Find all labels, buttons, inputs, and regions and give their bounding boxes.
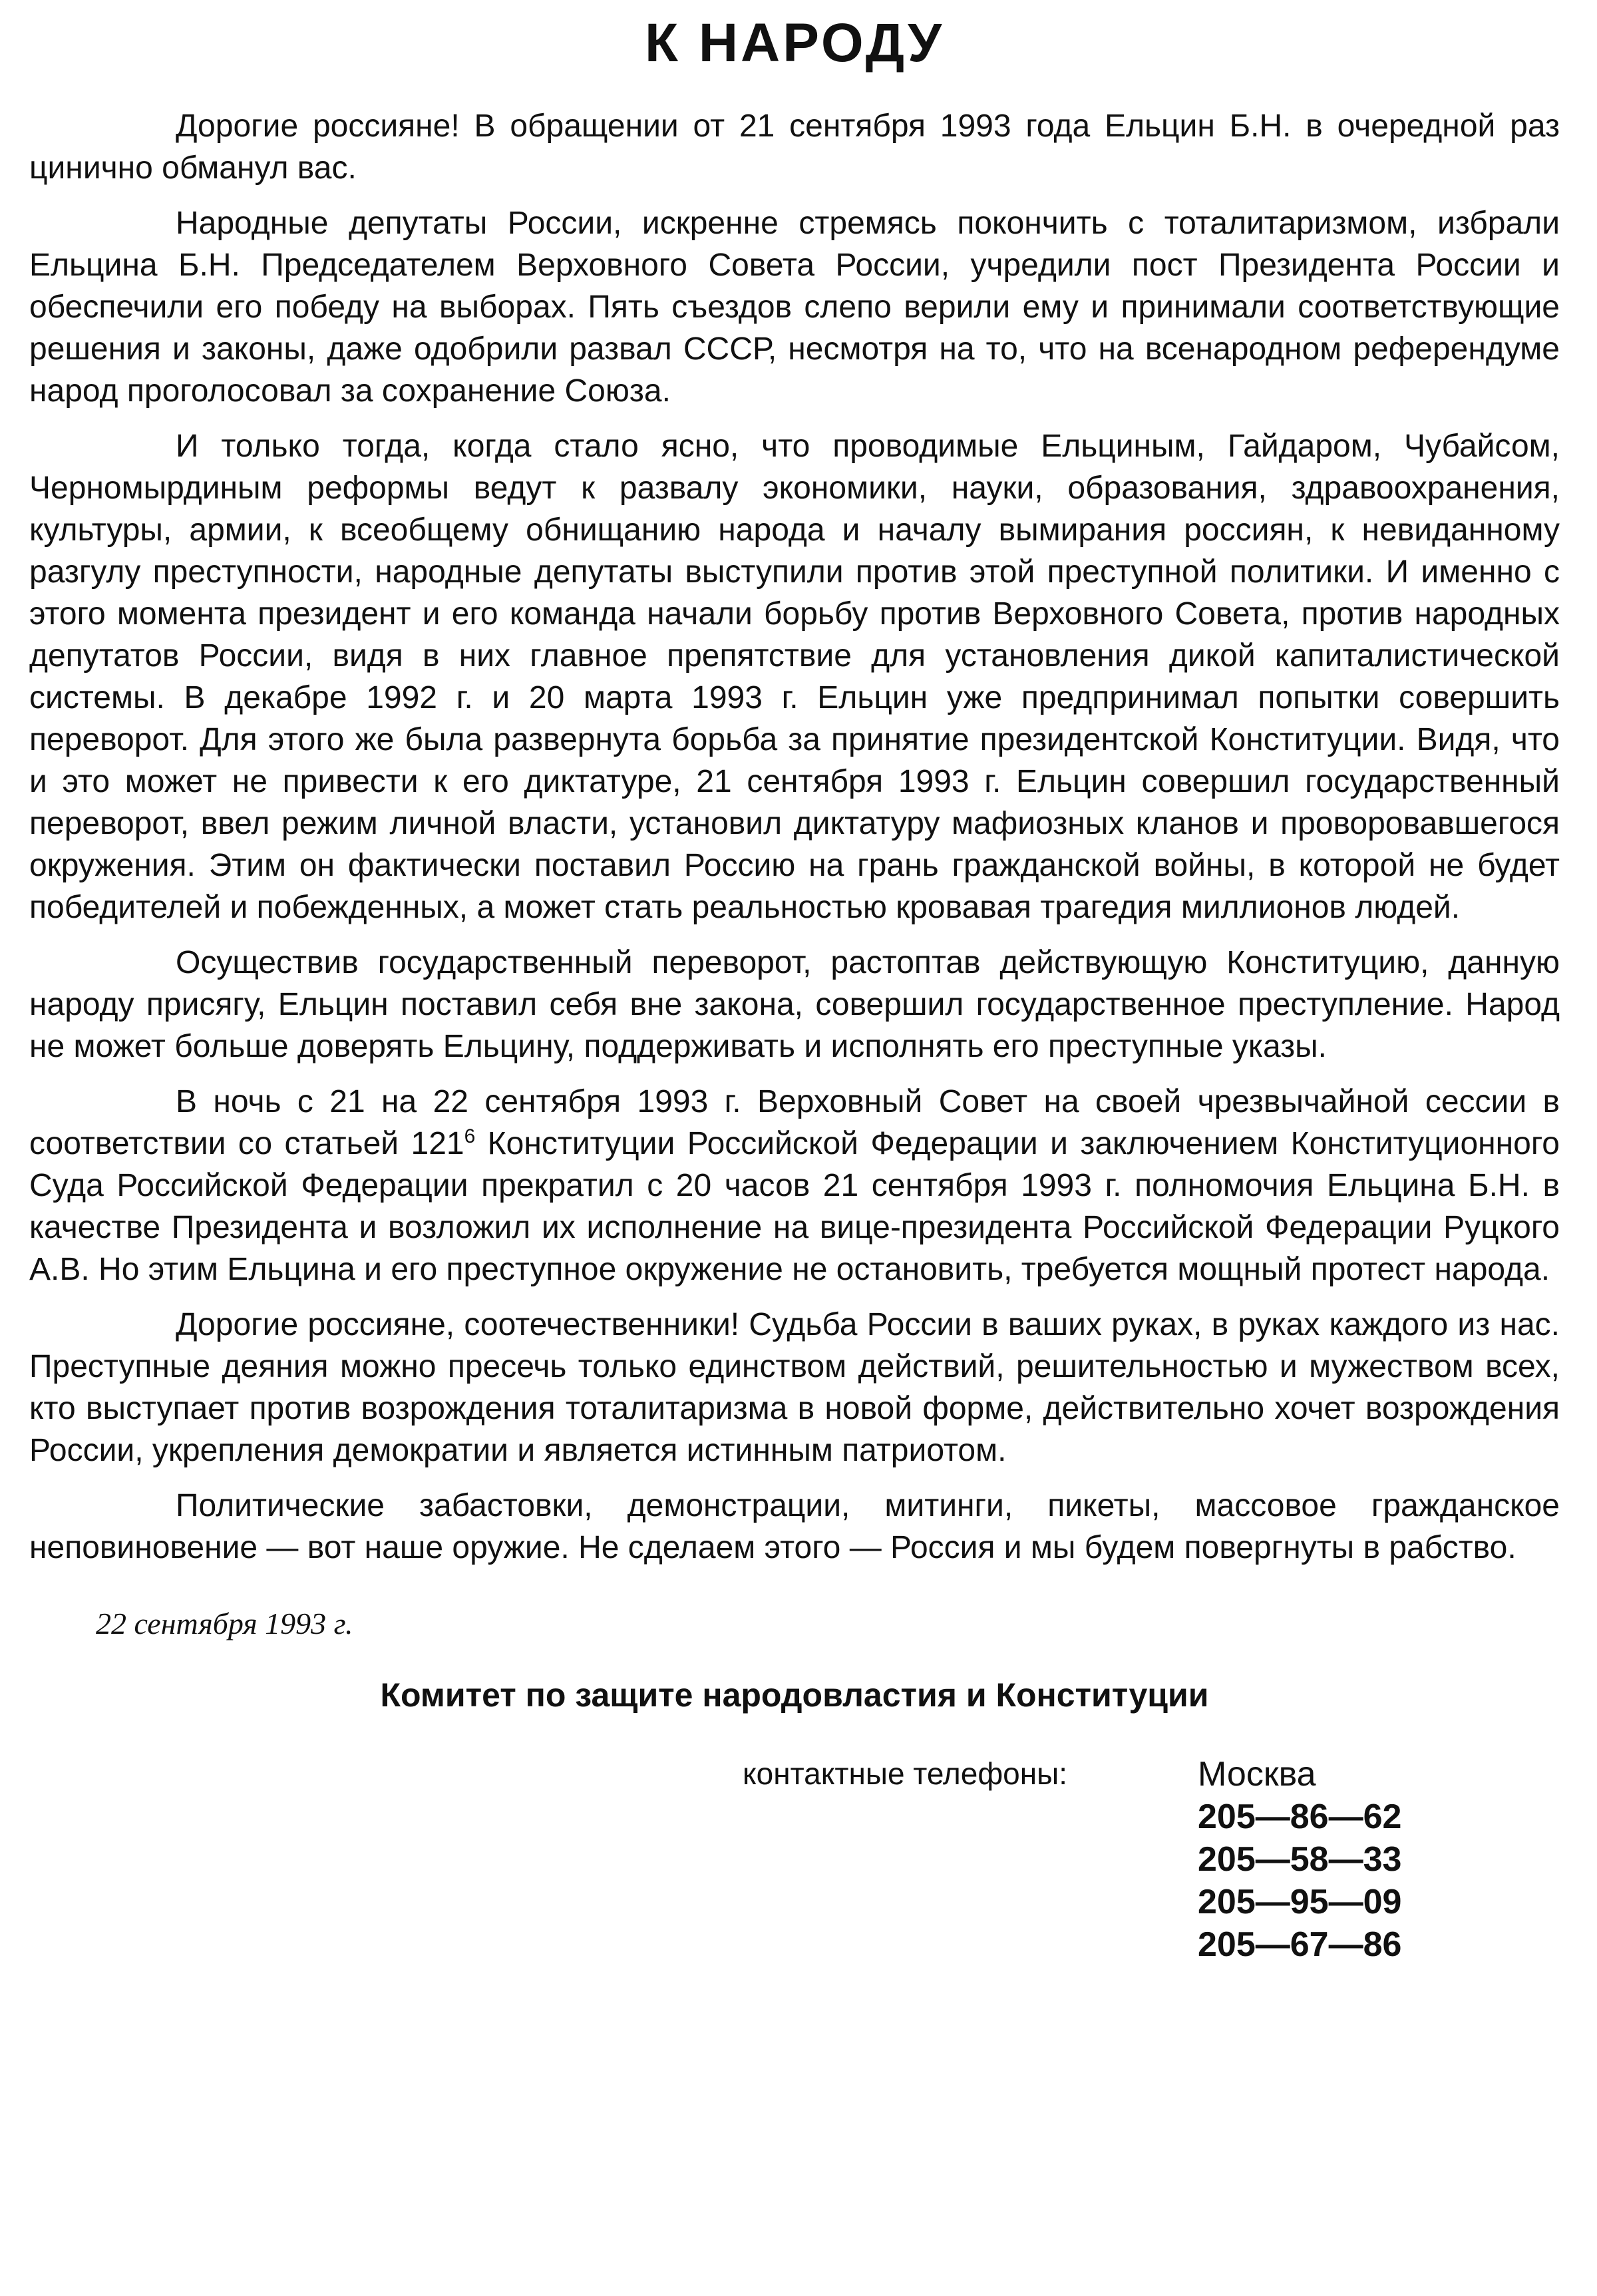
- phone-number: 205—86—62: [1198, 1798, 1402, 1837]
- leaflet-page: [29, 13, 1560, 2289]
- body-text: [29, 105, 1560, 1569]
- paragraph-5: [29, 1081, 1560, 1290]
- paragraph-4: Осуществив государственный переворот, растоптав действующую Конституцию, данную народу присягу, Ельцин поставил себя вне закона, совершил государственное преступление. Народ не может больше доверять Ельцину, поддерживать и исполнять его преступные указы.: [29, 945, 1560, 1065]
- article-superscript: 6: [464, 1125, 476, 1148]
- phone-number: 205—58—33: [1198, 1840, 1402, 1879]
- contacts-city: Москва: [1198, 1755, 1316, 1794]
- phone-number: 205—67—86: [1198, 1925, 1402, 1965]
- contacts-list: [1198, 1753, 1401, 1966]
- paragraph-3: И только тогда, когда стало ясно, что проводимые Ельциным, Гайдаром, Чубайсом, Черномырдиным реформы ведут к развалу экономики, науки, образования, здравоохранения, культуры, армии, к всеобщему обнищанию народа и началу вымирания россиян, к невиданному разгулу преступности, народные депутаты выступили против этой преступной политики. И именно с этого момента президент и его команда начали борьбу против Верховного Совета, против народных депутатов России, видя в них главное препятствие для установления дикой капиталистической системы. В декабре 1992 г. и 20 марта 1993 г. Ельцин уже предпринимал попытки совершить переворот. Для этого же была развернута борьба за принятие президентской Конституции. Видя, что и это может не привести к его диктатуре, 21 сентября 1993 г. Ельцин совершил государственный переворот, ввел режим личной власти, установил диктатуру мафиозных кланов и проворовавшегося окружения. Этим он фактически поставил Россию на грань гражданской войны, в которой не будет победителей и побежденных, а может стать реальностью кровавая трагедия миллионов людей.: [29, 429, 1560, 926]
- paragraph-6: Дорогие россияне, соотечественники! Судьба России в ваших руках, в руках каждого из нас. Преступные деяния можно пресечь только единством действий, решительностью и мужеством всех, кто выступает против возрождения тоталитаризма в новой форме, действительно хочет возрождения России, укрепления демократии и является истинным патриотом.: [29, 1307, 1560, 1469]
- paragraph-2: Народные депутаты России, искренне стремясь покончить с тоталитаризмом, избрали Ельцина Б.Н. Председателем Верховного Совета России, учредили пост Президента России и обеспечили его победу на выборах. Пять съездов слепо верили ему и принимали соответствующие решения и законы, даже одобрили развал СССР, несмотря на то, что на всенародном референдуме народ проголосовал за сохранение Союза.: [29, 206, 1560, 409]
- paragraph-1: Дорогие россияне! В обращении от 21 сентября 1993 года Ельцин Б.Н. в очередной раз цинично обманул вас.: [29, 108, 1560, 186]
- paragraph-7: Политические забастовки, демонстрации, митинги, пикеты, массовое гражданское неповиновение — вот наше оружие. Не сделаем этого — Россия и мы будем повергнуты в рабство.: [29, 1488, 1560, 1566]
- committee-name: Комитет по защите народовластия и Конституции: [380, 1676, 1209, 1714]
- contacts-label: контактные телефоны:: [743, 1756, 1068, 1792]
- document-date: 22 сентября 1993 г.: [96, 1607, 353, 1641]
- phone-number: 205—95—09: [1198, 1883, 1402, 1922]
- document-title: К НАРОДУ: [644, 13, 944, 73]
- paragraph-5-before: В ночь с 21 на 22 сентября 1993 г. Верховный Совет на своей чрезвычайной сессии в соответствии со статьей 121: [29, 1084, 1560, 1162]
- contacts-block: [29, 1753, 1560, 2032]
- paragraph-5-after: Конституции Российской Федерации и заключением Конституционного Суда Российской Федерации прекратил с 20 часов 21 сентября 1993 г. полномочия Ельцина Б.Н. в качестве Президента и возложил их исполнение на вице-президента Российской Федерации Руцкого А.В. Но этим Ельцина и его преступное окружение не остановить, требуется мощный протест народа.: [29, 1126, 1560, 1288]
